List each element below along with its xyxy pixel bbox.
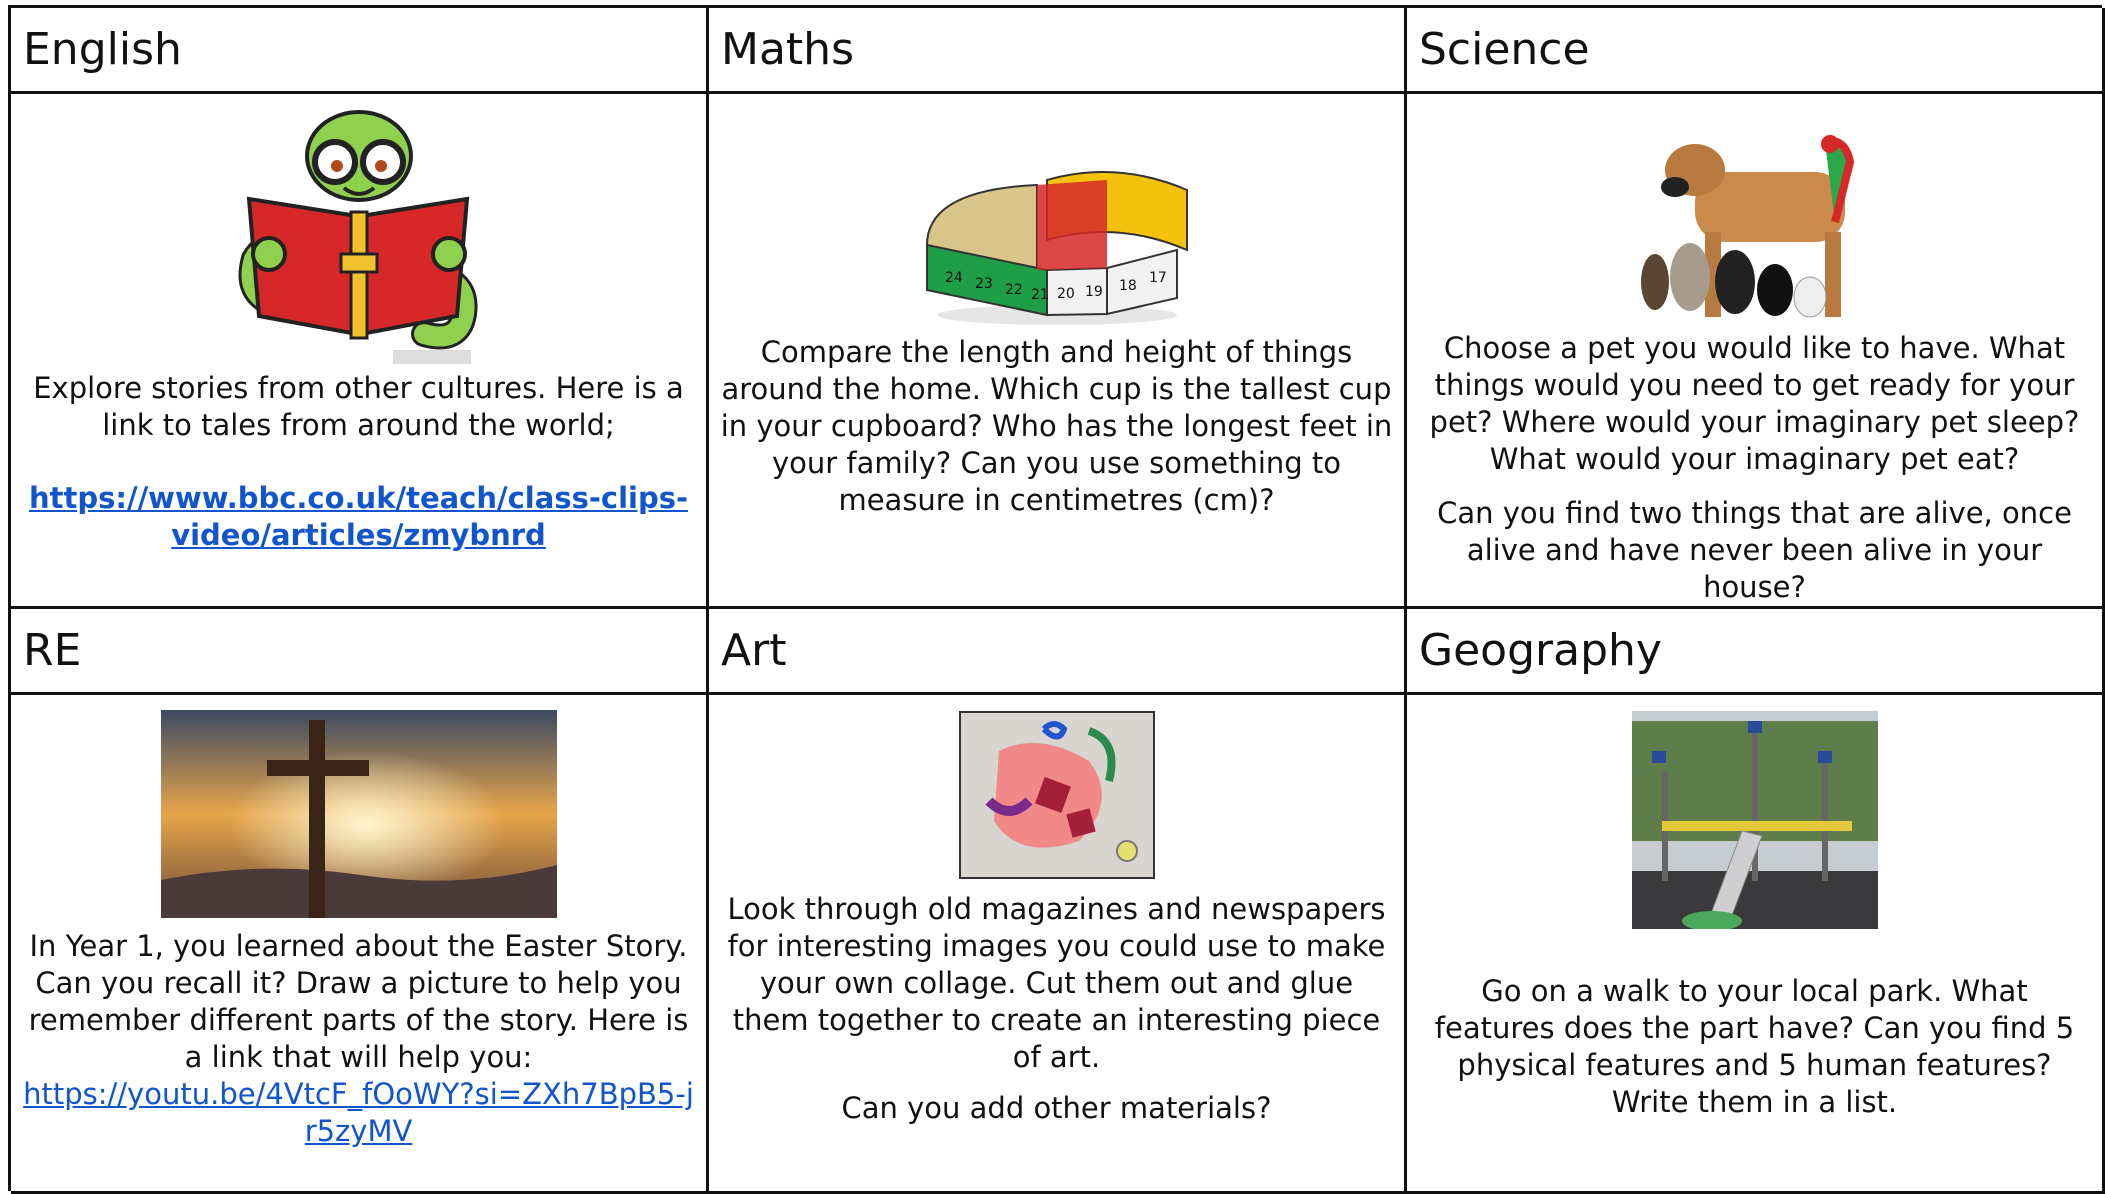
tape-number: 19 (1084, 284, 1103, 300)
maths-header: Maths (709, 8, 1407, 94)
geography-header: Geography (1407, 609, 2105, 695)
art-cell (709, 695, 1407, 1194)
tape-number: 20 (1056, 286, 1075, 302)
maths-cell (709, 94, 1407, 609)
re-header: RE (11, 609, 709, 695)
art-text-1: Look through old magazines and newspapers for interesting images you could use to make your own collage. Cut them out and glue them together to create an interesting piece of art. (727, 892, 1386, 1074)
tape-number: 22 (1004, 282, 1023, 298)
science-text-1: Choose a pet you would like to have. What things would you need to get ready for your pet? Where would your imaginary pet sleep? What would your imaginary pet eat? (1429, 331, 2080, 476)
re-link[interactable]: https://youtu.be/4VtcF_fOoWY?si=ZXh7BpB5-jr5zyMV (23, 1077, 694, 1148)
collage-icon (959, 711, 1155, 879)
maths-text: Compare the length and height of things around the home. Which cup is the tallest cup in your cupboard? Who has the longest feet in your family? Can you use something to measure in centimetres (cm)? (720, 335, 1393, 517)
playground-icon (1632, 711, 1878, 929)
re-cell (11, 695, 709, 1194)
cross-sunset-icon (161, 710, 557, 918)
english-link[interactable]: https://www.bbc.co.uk/teach/class-clips-video/articles/zmybnrd (29, 481, 688, 552)
tape-number: 17 (1148, 270, 1167, 286)
tape-number: 24 (944, 270, 963, 286)
science-header: Science (1407, 8, 2105, 94)
pets-icon (1635, 132, 1875, 322)
english-text: Explore stories from other cultures. Here is a link to tales from around the world; (33, 371, 684, 442)
geography-text: Go on a walk to your local park. What features does the part have? Can you find 5 physical features and 5 human features? Write them in a list. (1434, 974, 2075, 1119)
english-header: English (11, 8, 709, 94)
science-cell (1407, 94, 2105, 609)
tape-number: 18 (1118, 278, 1137, 294)
subject-grid (8, 5, 2102, 1191)
re-text: In Year 1, you learned about the Easter Story. Can you recall it? Draw a picture to help you remember different parts of the story. Here is a link that will help you: (28, 929, 689, 1074)
science-text-2: Can you find two things that are alive, once alive and have never been alive in your house? (1437, 496, 2072, 604)
art-header: Art (709, 609, 1407, 695)
tape-number: 23 (974, 276, 993, 292)
tape-number: 21 (1030, 287, 1049, 303)
english-cell (11, 94, 709, 609)
tape-measure-icon (907, 150, 1207, 330)
geography-cell (1407, 695, 2105, 1194)
art-text-2: Can you add other materials? (841, 1091, 1272, 1125)
bookworm-icon (229, 104, 489, 366)
